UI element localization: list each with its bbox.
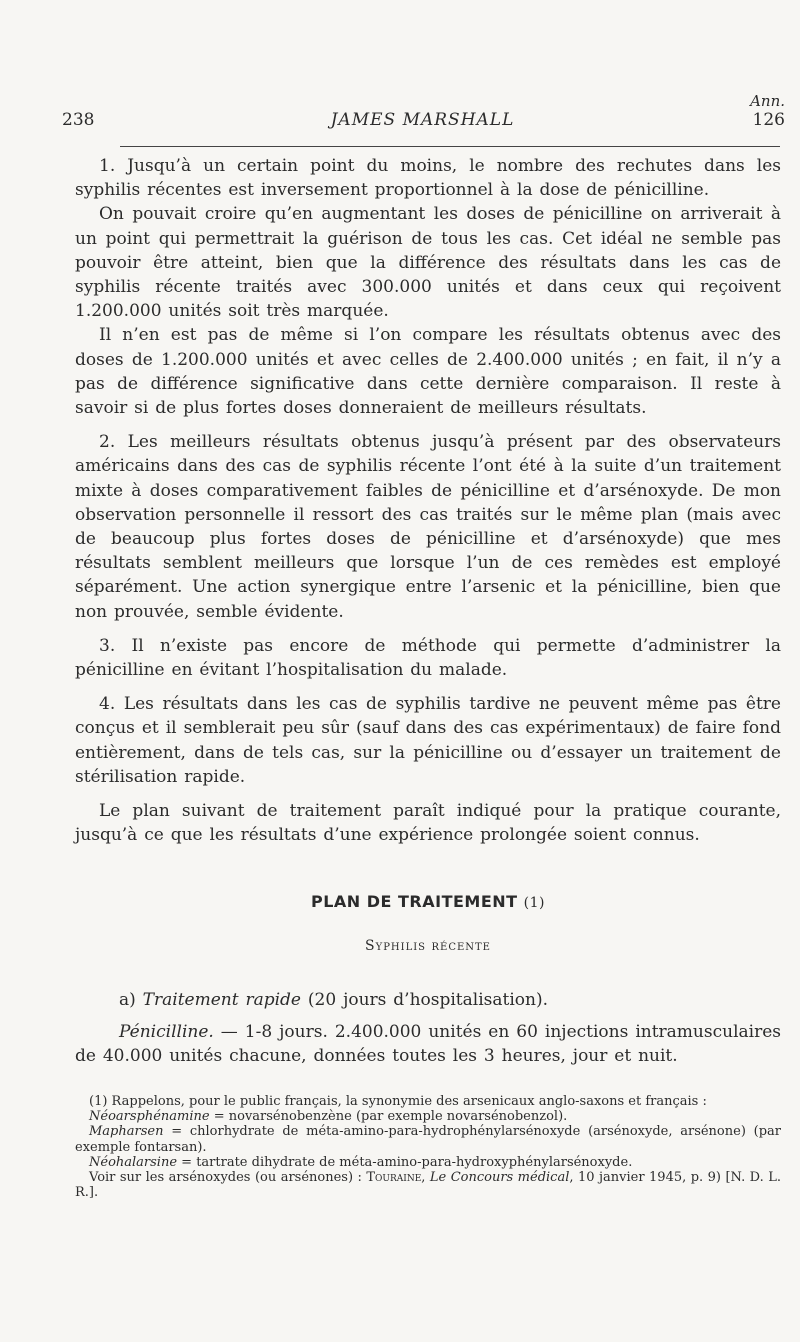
term: Mapharsen xyxy=(89,1124,164,1140)
paragraph: On pouvait croire qu’en augmentant les doses de pénicilline on arriverait à un point qui permettrait la guérison de tous les cas. Cet idéal ne semble pas pouvoir être atteint, bien que la différence des résultats dans les cas de syphilis récente traités avec 300.000 unités et dans ceux qui reçoivent 1.200.000 unités soit très marquée. xyxy=(75,204,781,322)
definition: = novarsénobenzène (par exemple novarsénobenzol). xyxy=(209,1109,568,1125)
footnote-reference xyxy=(75,1170,781,1200)
term: Néoarsphénamine xyxy=(89,1109,210,1125)
footnote-line xyxy=(75,1109,781,1124)
footnote-line xyxy=(75,1155,781,1170)
ref-journal: Le Concours médical xyxy=(429,1170,570,1186)
page-number: 238 xyxy=(62,110,95,130)
section-title-text: PLAN DE TRAITEMENT xyxy=(310,892,518,911)
paragraph: 3. Il n’existe pas encore de méthode qui permette d’administrer la pénicilline en évitant l’hospitalisation du malade. xyxy=(75,635,781,681)
footnotes xyxy=(75,1094,781,1200)
header-rule xyxy=(120,146,780,147)
footnote-ref: (1) xyxy=(523,895,546,911)
definition: = tartrate dihydrate de méta-amino-para-hydroxyphénylarsénoxyde. xyxy=(177,1154,633,1170)
running-header xyxy=(60,92,785,142)
item-rest: (20 jours d’hospitalisation). xyxy=(301,990,548,1010)
paragraph: 1. Jusqu’à un certain point du moins, le nombre des rechutes dans les syphilis récentes est inversement proportionnel à la dose de pénicilline. xyxy=(75,156,781,201)
treatment-item-a xyxy=(75,988,781,1012)
running-title: JAMES MARSHALL xyxy=(330,110,515,130)
item-italic: Traitement rapide xyxy=(142,990,301,1010)
item-label: a) xyxy=(119,990,143,1010)
paragraph: Il n’en est pas de même si l’on compare les résultats obtenus avec des doses de 1.200.000 unités et avec celles de 2.400.000 unités ; en fait, il n’y a pas de différence significative dans cette dernière comparaison. Il reste à savoir si de plus fortes doses donneraient de meilleurs résultats. xyxy=(75,325,781,419)
footnote-intro: (1) Rappelons, pour le public français, la synonymie des arsenicaux anglo-saxons et français : xyxy=(89,1094,707,1109)
ref-rest: , 10 janvier 1945, p. 9) [N. D. L. R.]. xyxy=(75,1170,782,1201)
penicilline-text: — 1-8 jours. 2.400.000 unités en 60 injections intramusculaires de 40.000 unités chacune, données toutes les 3 heures, jour et nuit. xyxy=(75,1022,781,1067)
volume-number: 126 xyxy=(752,110,785,130)
treatment-text xyxy=(75,988,781,1069)
paragraph: Le plan suivant de traitement paraît indiqué pour la pratique courante, jusqu’à ce que les résultats d’une expérience prolongée soient connus. xyxy=(75,801,781,846)
ref-sep: , xyxy=(421,1170,430,1186)
main-text xyxy=(75,154,781,847)
penicilline-label: Pénicilline. xyxy=(119,1022,214,1043)
paragraph: 2. Les meilleurs résultats obtenus jusqu’à présent par des observateurs américains dans des cas de syphilis récente l’ont été à la suite d’un traitement mixte à doses comparativement faibles de pénicilline et d’arsénoxyde. De mon observation personnelle il ressort des cas traités sur le même plan (mais avec de beaucoup plus fortes doses de pénicilline et d’arsénoxyde) que mes résultats semblent meilleurs que lorsque l’un de ces remèdes est employé séparément. Une action synergique entre l’arsenic et la pénicilline, bien que non prouvée, semble évidente. xyxy=(75,432,781,622)
section-title xyxy=(75,892,781,911)
term: Néohalarsine xyxy=(89,1154,178,1170)
journal-abbrev: Ann. xyxy=(750,92,785,110)
subsection-title: Syphilis récente xyxy=(365,938,491,954)
ref-prefix: Voir sur les arsénoxydes (ou arsénones) : xyxy=(89,1170,367,1186)
paragraph: 4. Les résultats dans les cas de syphilis tardive ne peuvent même pas être conçus et il semblerait peu sûr (sauf dans des cas expérimentaux) de faire fond entièrement, dans de tels cas, sur la pénicilline ou d’essayer un traitement de stérilisation rapide. xyxy=(75,694,781,787)
footnote-line xyxy=(75,1124,781,1154)
penicilline-paragraph xyxy=(75,1020,781,1068)
definition: = chlorhydrate de méta-amino-para-hydrophénylarsénoxyde (arsénoxyde, arsénone) (par exemple fontarsan). xyxy=(75,1124,781,1155)
ref-author: Touraine xyxy=(366,1170,422,1186)
